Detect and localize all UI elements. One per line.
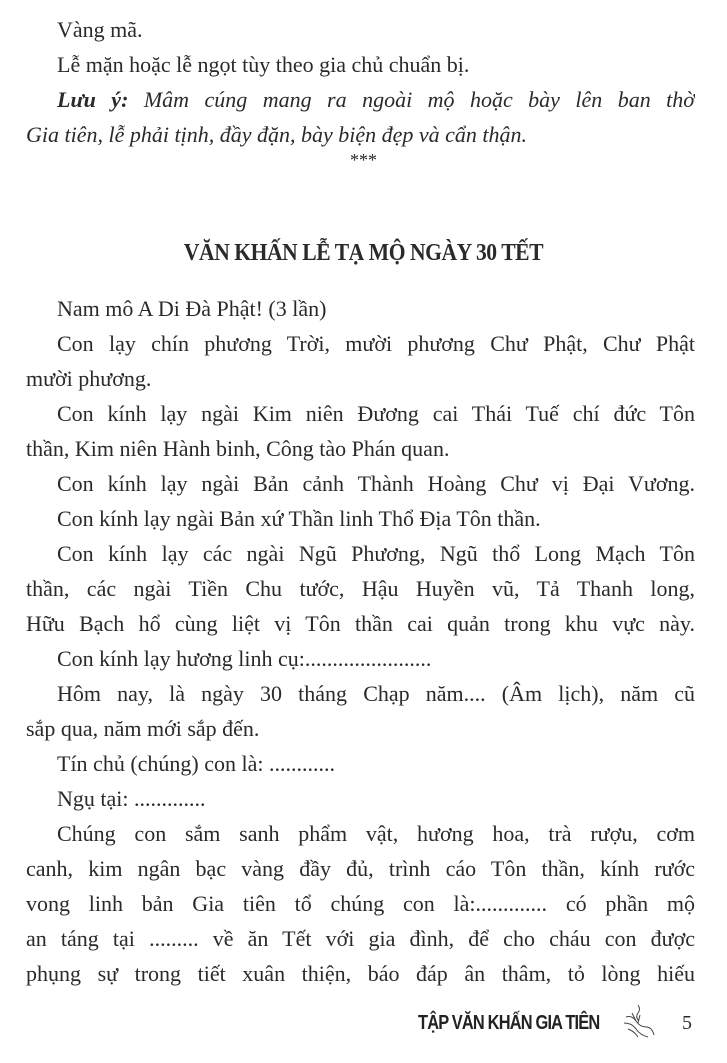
text-line: Con lạy chín phương Trời, mười phương Chư Phật, Chư Phật <box>57 331 695 356</box>
text-line: an táng tại ......... về ăn Tết với gia đình, để cho cháu con được <box>26 926 695 951</box>
running-footer-title: TẬP VĂN KHẤN GIA TIÊN <box>418 1012 600 1034</box>
text-line: Nam mô A Di Đà Phật! (3 lần) <box>57 296 327 321</box>
intro-line: Lễ mặn hoặc lễ ngọt tùy theo gia chủ chuẩn bị. <box>57 52 470 77</box>
intro-line: Vàng mã. <box>57 17 143 42</box>
text-line: Chúng con sắm sanh phẩm vật, hương hoa, trà rượu, cơm <box>57 821 695 846</box>
note-text: Mâm cúng mang ra ngoài mộ hoặc bày lên ban thờ <box>128 87 695 112</box>
text-line: Hôm nay, là ngày 30 tháng Chạp năm.... (Âm lịch), năm cũ <box>57 681 695 706</box>
text-line: Hữu Bạch hổ cùng liệt vị Tôn thần cai quản trong khu vực này. <box>26 611 695 636</box>
incense-hands-icon <box>618 1003 658 1048</box>
text-line: thần, các ngài Tiền Chu tước, Hậu Huyền vũ, Tả Thanh long, <box>26 576 695 601</box>
text-line: Con kính lạy hương linh cụ:....................... <box>57 646 432 671</box>
text-line: mười phương. <box>26 366 152 391</box>
section-heading: VĂN KHẤN LỄ TẠ MỘ NGÀY 30 TẾT <box>183 240 544 266</box>
text-line: sắp qua, năm mới sắp đến. <box>26 716 260 741</box>
text-line: Con kính lạy ngài Bản cảnh Thành Hoàng Chư vị Đại Vương. <box>57 471 695 496</box>
text-line: thần, Kim niên Hành binh, Công tào Phán quan. <box>26 436 450 461</box>
text-line: Con kính lạy các ngài Ngũ Phương, Ngũ thổ Long Mạch Tôn <box>57 541 695 566</box>
note-label: Lưu ý: <box>57 87 129 112</box>
text-line: canh, kim ngân bạc vàng đầy đủ, trình cáo Tôn thần, kính rước <box>26 856 695 881</box>
page-number: 5 <box>682 1012 692 1034</box>
note-line: Gia tiên, lễ phải tịnh, đầy đặn, bày biện đẹp và cẩn thận. <box>26 122 528 147</box>
text-line: Con kính lạy ngài Kim niên Đương cai Thái Tuế chí đức Tôn <box>57 401 695 426</box>
text-line: Ngụ tại: ............. <box>57 786 206 811</box>
text-line: Tín chủ (chúng) con là: ............ <box>57 751 335 776</box>
text-line: phụng sự trong tiết xuân thiện, báo đáp ân thâm, tỏ lòng hiếu <box>26 961 695 986</box>
note-line <box>57 82 695 117</box>
text-line: vong linh bản Gia tiên tổ chúng con là:............. có phần mộ <box>26 891 695 916</box>
text-line: Con kính lạy ngài Bản xứ Thần linh Thổ Địa Tôn thần. <box>57 506 541 531</box>
section-separator: *** <box>350 150 377 170</box>
